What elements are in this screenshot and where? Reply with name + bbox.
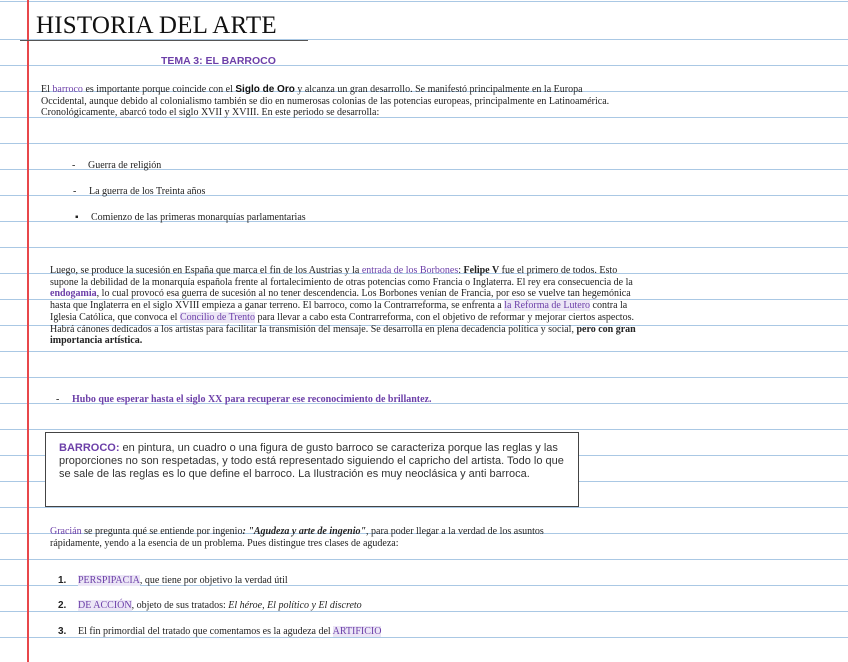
item-text: El fin primordial del tratado que comentamos es la agudeza del <box>78 626 333 637</box>
gracian-text-2: , para poder llegar a la verdad de los asuntos rápidamente, yendo a la esencia de un problema. Pues distingue tres clases de agudeza: <box>50 526 544 549</box>
numbered-item <box>58 626 381 637</box>
bullet-item <box>72 160 161 171</box>
numbered-item <box>58 575 288 586</box>
section-subtitle: TEMA 3: EL BARROCO <box>161 55 276 67</box>
page-title: HISTORIA DEL ARTE <box>36 12 277 39</box>
definition-box <box>45 432 579 507</box>
bullet-dash: ▪ <box>75 212 79 223</box>
succession-bold-end: pero con gran importancia artística. <box>50 323 636 347</box>
succession-paragraph <box>50 265 640 347</box>
item-number: 3. <box>58 626 67 637</box>
definition-text <box>59 442 568 481</box>
notebook-margin-line <box>27 0 29 662</box>
term-felipe-v: Felipe V <box>463 265 500 276</box>
term-borbones: entrada de los Borbones <box>361 265 459 276</box>
intro-text-2: es importante porque coincide con el <box>82 84 236 95</box>
item-italic-titles: El héroe, El político y El discreto <box>228 600 362 611</box>
succession-text-3: fue el primero de todos. Esto supone la debilidad de la monarquía española frente al fortalecimiento de otras potencias como Francia o Inglaterra. El rey era consecuencia de la <box>50 265 633 288</box>
term-siglo-de-oro: Siglo de Oro <box>235 84 295 95</box>
bullet-text: Comienzo de las primeras monarquías parlamentarias <box>91 212 306 223</box>
succession-text-1: Luego, se produce la sucesión en España que marca el fin de los Austrias y la <box>50 265 362 276</box>
gracian-text-1: se pregunta qué se entiende por ingenio <box>81 526 243 537</box>
bullet-dash: - <box>72 160 76 171</box>
definition-body: en pintura, un cuadro o una figura de gusto barroco se caracteriza porque las reglas y las proporciones no son respetadas, y todo está representado siguiendo el capricho del artista. Todo lo que se sale de las reglas es lo que define el barroco. La Ilustración es muy neoclásica y anti barroca. <box>59 442 564 480</box>
item-text: , que tiene por objetivo la verdad útil <box>139 575 288 586</box>
numbered-item <box>58 600 362 611</box>
term-artificio: ARTIFICIO <box>332 626 382 637</box>
bullet-dash: - <box>56 394 60 405</box>
term-concilio-trento: Concilio de Trento <box>179 311 255 323</box>
gracian-paragraph <box>50 526 550 549</box>
title-underline <box>20 40 308 41</box>
term-barroco: barroco <box>52 84 83 95</box>
term-endogamia: endogamia <box>50 288 97 300</box>
succession-text-6: para llevar a cabo esta Contrarreforma, con el objetivo de reformar y mejorar ciertos aspectos. Habrá cánones dedicados a los artistas para facilitar la transmisión del mensaje. Se desarrolla en plena decadencia política y social, <box>50 311 634 335</box>
item-number: 2. <box>58 600 67 611</box>
brilliance-text: Hubo que esperar hasta el siglo XX para recuperar ese reconocimiento de brillantez. <box>72 394 432 405</box>
item-text: , objeto de sus tratados: <box>131 600 229 611</box>
bullet-dash: - <box>73 186 77 197</box>
gracian-quote: : "Agudeza y arte de ingenio" <box>242 526 367 537</box>
succession-text-4: , lo cual provocó esa guerra de sucesión al no tener descendencia. Los Borbones venían de Francia, por eso se vuelve tan hegemónica hasta que Inglaterra en el siglo XVIII empieza a ganar terreno. El barroco, como la Contrarreforma, se enfrenta a <box>50 288 631 312</box>
term-reforma-lutero: la Reforma de Lutero <box>504 300 591 312</box>
bullet-text: Guerra de religión <box>88 160 162 171</box>
intro-paragraph <box>41 84 611 119</box>
intro-text-3: y alcanza un gran desarrollo. Se manifestó principalmente en la Europa Occidental, aunque debido al colonialismo también se dio en numerosas colonias de las potencias europeas, principalmente en Latinoamérica. Cronológicamente, abarcó todo el siglo XVII y XVIII. En este periodo se desarrolla: <box>41 84 610 119</box>
definition-term: BARROCO: <box>59 442 120 454</box>
item-number: 1. <box>58 575 67 586</box>
succession-text-2: : <box>458 265 464 276</box>
term-gracian: Gracián <box>50 526 82 537</box>
term-perspipacia: PERSPIPACIA <box>78 575 140 586</box>
succession-text-5: contra la Iglesia Católica, que convoca el <box>50 300 628 323</box>
bullet-text: La guerra de los Treinta años <box>89 186 206 197</box>
brilliance-note <box>56 394 432 405</box>
intro-text-1: El <box>41 84 53 95</box>
bullet-item <box>73 186 205 197</box>
bullet-item <box>75 212 306 223</box>
term-de-accion: DE ACCIÓN <box>78 600 132 611</box>
